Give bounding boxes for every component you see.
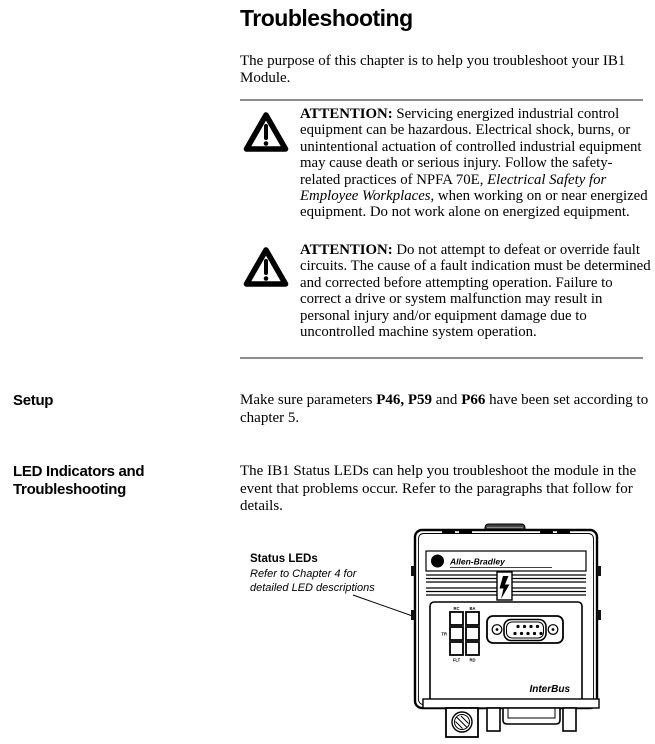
led-label-flt: FLT bbox=[452, 657, 461, 663]
led-label-rc: RC bbox=[453, 606, 460, 611]
lightning-bolt-icon bbox=[497, 572, 512, 600]
attention-paragraph-1: ATTENTION: Servicing energized industrial control equipment can be hazardous. Electrical shock, burns, or unintentional actuation of controlled industrial equipment may cause death or serious injury. Follow the safety-related practices of NPFA 70E, Electrical Safety for Employee Workplaces, when working on or near energized equipment. Do not work alone on energized equipment. bbox=[300, 106, 648, 221]
led-label-tr: TR bbox=[441, 631, 447, 637]
brand-logo-icon bbox=[431, 555, 444, 568]
warning-triangle-icon bbox=[243, 246, 289, 288]
page-title: Troubleshooting bbox=[240, 5, 413, 31]
warning-triangle-icon bbox=[243, 111, 289, 153]
bottom-rail bbox=[423, 699, 599, 708]
callout-title: Status LEDs bbox=[250, 553, 318, 565]
intro-paragraph: The purpose of this chapter is to help you troubleshoot your IB1 Module. bbox=[240, 53, 626, 86]
horizontal-rule-top bbox=[240, 99, 643, 101]
ground-screw bbox=[446, 708, 478, 737]
callout-line2: detailed LED descriptions bbox=[250, 582, 375, 594]
interbus-label: InterBus bbox=[529, 684, 570, 695]
led-indicators-paragraph: The IB1 Status LEDs can help you troubleshoot the module in the event that problems occur. Refer to the paragraphs that follow for details. bbox=[240, 463, 637, 514]
brand-label: Allen-Bradley bbox=[450, 556, 505, 567]
led-label-rd: RD bbox=[469, 657, 476, 663]
attention-paragraph-2: ATTENTION: Do not attempt to defeat or override fault circuits. The cause of a fault indication must be determined and corrected before attempting operation. Failure to correct a drive or system malfunction may result in personal injury and/or equipment damage due to uncontrolled machine system operation. bbox=[300, 242, 651, 341]
module-drawing bbox=[411, 524, 601, 737]
brand-band bbox=[426, 551, 586, 571]
db9-connector bbox=[487, 616, 563, 643]
led-label-ba: BA bbox=[469, 606, 476, 611]
led-heading-line2: Troubleshooting bbox=[13, 481, 126, 498]
module-figure bbox=[240, 520, 655, 744]
led-indicators-heading bbox=[13, 463, 213, 499]
callout-line1: Refer to Chapter 4 for bbox=[250, 568, 357, 580]
bottom-connectors bbox=[487, 708, 576, 731]
led-heading-line1: LED Indicators and bbox=[13, 463, 145, 480]
horizontal-rule-bottom bbox=[240, 357, 643, 359]
setup-heading: Setup bbox=[13, 392, 54, 409]
setup-paragraph: Make sure parameters P46, P59 and P66 have been set according to chapter 5. bbox=[240, 392, 649, 426]
